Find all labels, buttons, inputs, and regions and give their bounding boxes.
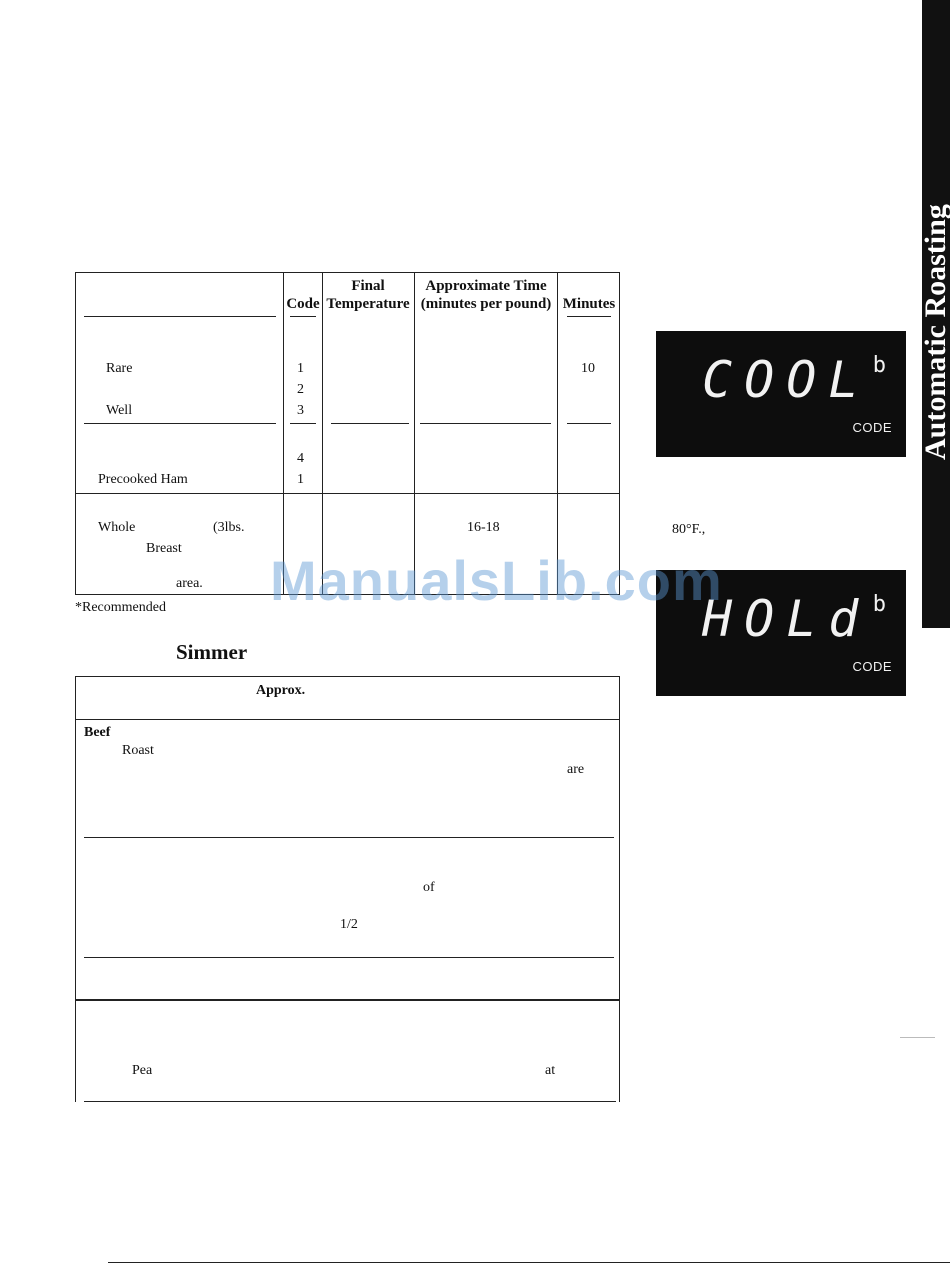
row-well-label: Well [106,403,133,418]
row-rare-minutes: 10 [581,361,595,376]
simmer-header-approx: Approx. [256,683,306,698]
header-final-line2: Temperature [326,296,410,312]
simmer-row-beef: Beef [84,725,111,740]
row-well-code: 3 [297,403,304,418]
row-whole-label: Whole [98,520,136,535]
simmer-row-pea: Pea [132,1063,153,1078]
display-suffix: b [872,353,886,378]
row-ham-code: 1 [297,472,304,487]
cool-display [656,331,906,457]
row-rare-label: Rare [106,361,133,376]
header-approx-line1: Approximate Time [425,278,547,294]
row-pork-code: 4 [297,451,304,466]
row-area-label: area. [176,576,203,591]
footnote: *Recommended [75,600,166,615]
bottom-rule [108,1262,950,1263]
row-medium-code: 2 [297,382,304,397]
simmer-text-of: of [423,880,435,895]
divider [900,1037,935,1038]
header-code: Code [286,296,320,312]
row-whole-time: 16-18 [467,520,500,535]
simmer-text-at: at [545,1063,556,1078]
simmer-row-roast: Roast [122,743,154,758]
simmer-text-are: are [567,762,585,777]
header-final-line1: Final [351,278,385,294]
display-readout: COOL [702,351,871,409]
header-approx-line2: (minutes per pound) [420,296,552,312]
row-breast-label: Breast [146,541,182,556]
row-ham-label: Precooked Ham [98,472,188,487]
watermark: ManualsLib.com [270,549,723,612]
simmer-text-half: 1/2 [340,917,358,932]
display-readout: HOLd [702,590,871,648]
display-suffix: b [872,592,886,617]
display-code-label: CODE [852,420,892,435]
row-rare-code: 1 [297,361,304,376]
side-tab-label: Automatic Roasting [919,204,952,460]
header-minutes: Minutes [562,296,616,312]
display-code-label: CODE [852,659,892,674]
row-whole-weight: (3lbs. [213,520,245,535]
temperature-note: 80°F., [672,522,706,537]
simmer-heading: Simmer [176,640,248,664]
